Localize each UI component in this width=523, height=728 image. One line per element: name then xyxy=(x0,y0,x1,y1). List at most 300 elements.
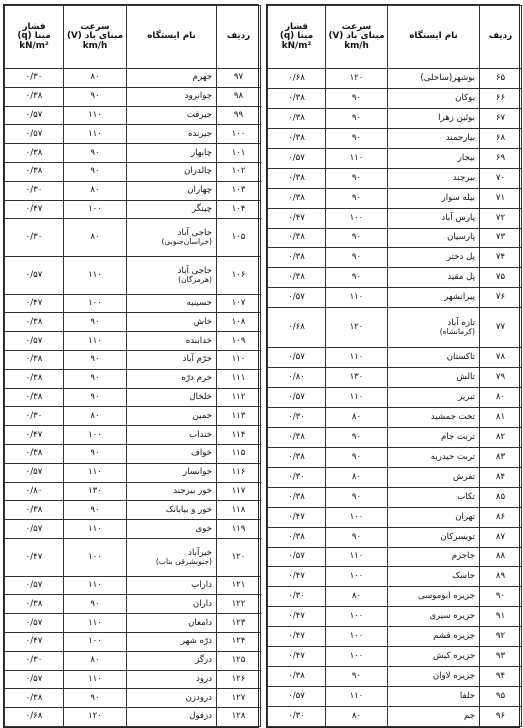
cell-pressure: ۰/۳۸ xyxy=(5,689,64,708)
table-row xyxy=(268,427,522,447)
table-row xyxy=(5,501,261,520)
cell-station-name xyxy=(388,447,480,467)
cell-pressure: ۰/۳۸ xyxy=(268,427,326,447)
cell-row-number: ۷۰ xyxy=(480,168,522,188)
cell-row-number: ۷۲ xyxy=(480,208,522,228)
station-name-text: بوئین زهرا xyxy=(438,112,475,123)
cell-row-number: ۱۲۱ xyxy=(217,576,261,595)
cell-station-name xyxy=(127,144,217,163)
table-row xyxy=(268,248,522,268)
station-name-text: جاجرم xyxy=(451,551,475,562)
station-name-text: جیرنده xyxy=(187,128,212,139)
cell-pressure: ۰/۴۷ xyxy=(268,208,326,228)
cell-row-number: ۱۰۵ xyxy=(217,219,261,257)
cell-row-number: ۶۶ xyxy=(480,88,522,108)
cell-wind-speed: ۹۰ xyxy=(64,689,127,708)
station-table-right xyxy=(266,4,520,728)
header-pressure-unit: kN/m² xyxy=(281,40,312,51)
cell-pressure: ۰/۴۷ xyxy=(268,607,326,627)
cell-wind-speed: ۸۰ xyxy=(326,467,388,487)
cell-row-number: ۷۸ xyxy=(480,348,522,368)
cell-station-name xyxy=(388,527,480,547)
cell-wind-speed: ۹۰ xyxy=(64,369,127,388)
table-row xyxy=(5,332,261,351)
station-name-text: بیارجمند xyxy=(445,132,475,143)
station-name-text: جیرفت xyxy=(186,109,212,120)
cell-wind-speed: ۱۱۰ xyxy=(326,547,388,567)
table-row xyxy=(5,294,261,313)
station-table-left xyxy=(3,4,259,728)
station-name-text: خنداب xyxy=(189,429,212,440)
header-station-name: نام ایستگاه xyxy=(127,6,217,69)
cell-row-number: ۱۱۴ xyxy=(217,426,261,445)
table-row xyxy=(268,467,522,487)
cell-row-number: ۱۰۱ xyxy=(217,144,261,163)
cell-row-number: ۱۲۵ xyxy=(217,651,261,670)
cell-row-number: ۷۵ xyxy=(480,268,522,288)
table-row xyxy=(5,69,261,88)
header-pressure-line2: مبنا (q) xyxy=(17,31,51,42)
cell-row-number: ۱۰۴ xyxy=(217,200,261,219)
table-row xyxy=(268,308,522,348)
cell-row-number: ۹۹ xyxy=(217,106,261,125)
cell-row-number: ۸۶ xyxy=(480,507,522,527)
cell-pressure: ۰/۵۷ xyxy=(5,520,64,539)
station-name-text: بیرجند xyxy=(452,172,475,183)
cell-pressure: ۰/۵۷ xyxy=(5,106,64,125)
cell-row-number: ۶۷ xyxy=(480,108,522,128)
cell-wind-speed: ۸۰ xyxy=(64,219,127,257)
cell-row-number: ۱۲۳ xyxy=(217,614,261,633)
cell-wind-speed: ۱۱۰ xyxy=(64,576,127,595)
station-name-text: دامغان xyxy=(188,617,212,628)
table-row xyxy=(5,444,261,463)
cell-station-name xyxy=(127,482,217,501)
table-row xyxy=(5,350,261,369)
header-pressure-line2: مبنا (q) xyxy=(279,31,314,42)
cell-station-name xyxy=(388,388,480,408)
cell-wind-speed: ۱۲۰ xyxy=(64,708,127,727)
station-name-text: درودزن xyxy=(185,692,212,703)
cell-wind-speed: ۸۰ xyxy=(326,587,388,607)
cell-station-name xyxy=(127,313,217,332)
header-station-name: نام ایستگاه xyxy=(388,6,480,69)
station-name-text: خوی xyxy=(195,523,212,534)
cell-row-number: ۸۲ xyxy=(480,427,522,447)
cell-station-name xyxy=(388,467,480,487)
cell-row-number: ۱۱۹ xyxy=(217,520,261,539)
station-name-text: داران xyxy=(192,598,212,609)
cell-station-name xyxy=(388,148,480,168)
station-name-text: جزیره لاوان xyxy=(432,671,475,682)
table-row xyxy=(268,567,522,587)
cell-wind-speed: ۱۱۰ xyxy=(64,670,127,689)
header-row xyxy=(5,6,261,69)
table-row xyxy=(5,87,261,106)
table-body-left xyxy=(5,69,261,727)
table-row xyxy=(268,128,522,148)
cell-row-number: ۱۱۸ xyxy=(217,501,261,520)
cell-pressure: ۰/۳۸ xyxy=(268,108,326,128)
cell-station-name xyxy=(388,188,480,208)
cell-pressure: ۰/۶۸ xyxy=(268,308,326,348)
cell-station-name xyxy=(127,256,217,294)
cell-pressure: ۰/۶۸ xyxy=(268,69,326,89)
cell-wind-speed: ۹۰ xyxy=(326,228,388,248)
cell-station-name xyxy=(388,407,480,427)
cell-wind-speed: ۱۰۰ xyxy=(326,627,388,647)
cell-row-number: ۱۱۳ xyxy=(217,407,261,426)
cell-pressure: ۰/۴۷ xyxy=(268,647,326,667)
table-row xyxy=(5,482,261,501)
table-row xyxy=(268,388,522,408)
cell-station-name xyxy=(388,288,480,308)
cell-wind-speed: ۱۱۰ xyxy=(326,687,388,707)
cell-pressure: ۰/۵۷ xyxy=(5,332,64,351)
header-speed-unit: km/h xyxy=(344,40,369,51)
table-row xyxy=(268,627,522,647)
cell-pressure: ۰/۵۷ xyxy=(5,463,64,482)
cell-wind-speed: ۱۲۰ xyxy=(326,308,388,348)
cell-wind-speed: ۹۰ xyxy=(326,168,388,188)
cell-pressure: ۰/۵۷ xyxy=(268,687,326,707)
cell-row-number: ۱۱۲ xyxy=(217,388,261,407)
table-row xyxy=(268,587,522,607)
cell-pressure: ۰/۳۸ xyxy=(268,128,326,148)
cell-wind-speed: ۱۰۰ xyxy=(326,567,388,587)
table-row xyxy=(5,125,261,144)
cell-station-name xyxy=(127,463,217,482)
cell-station-name xyxy=(127,106,217,125)
cell-wind-speed: ۱۱۰ xyxy=(326,288,388,308)
station-name-text: درّه شهر xyxy=(180,636,212,647)
cell-wind-speed: ۹۰ xyxy=(64,313,127,332)
cell-row-number: ۹۳ xyxy=(480,647,522,667)
table-row xyxy=(5,313,261,332)
cell-row-number: ۸۳ xyxy=(480,447,522,467)
station-name-text: خیرآباد xyxy=(188,547,212,558)
station-name-text: بیله سوار xyxy=(441,192,475,203)
table-row xyxy=(5,106,261,125)
cell-row-number: ۱۲۸ xyxy=(217,708,261,727)
cell-wind-speed: ۹۰ xyxy=(64,162,127,181)
cell-pressure: ۰/۴۷ xyxy=(268,567,326,587)
table-row xyxy=(5,632,261,651)
cell-station-name xyxy=(127,350,217,369)
station-name-text: خدابنده xyxy=(185,335,212,346)
station-name-text: تازه آباد xyxy=(447,318,475,329)
cell-station-name xyxy=(388,268,480,288)
cell-pressure: ۰/۳۰ xyxy=(5,407,64,426)
station-name-text: حاجی آباد xyxy=(177,265,212,276)
station-name-text: خور و بیابانک xyxy=(165,504,212,515)
table-row xyxy=(5,520,261,539)
table-row xyxy=(268,547,522,567)
cell-wind-speed: ۹۰ xyxy=(64,444,127,463)
table-body-right xyxy=(268,69,522,727)
station-name-text: خوانسار xyxy=(183,467,212,478)
station-name-region: (هرمزگان) xyxy=(178,274,212,284)
cell-wind-speed: ۹۰ xyxy=(64,388,127,407)
cell-station-name xyxy=(388,168,480,188)
cell-station-name xyxy=(127,501,217,520)
cell-station-name xyxy=(127,125,217,144)
cell-row-number: ۹۶ xyxy=(480,707,522,727)
station-name-text: دزفول xyxy=(189,711,212,722)
cell-pressure: ۰/۵۷ xyxy=(5,576,64,595)
cell-wind-speed: ۱۰۰ xyxy=(326,607,388,627)
cell-wind-speed: ۱۰۰ xyxy=(64,294,127,313)
cell-pressure: ۰/۳۸ xyxy=(268,487,326,507)
header-speed-unit: km/h xyxy=(82,40,108,51)
cell-row-number: ۹۱ xyxy=(480,607,522,627)
cell-row-number: ۱۰۶ xyxy=(217,256,261,294)
station-name-text: حسینیه xyxy=(186,297,212,308)
cell-row-number: ۸۱ xyxy=(480,407,522,427)
cell-pressure: ۰/۳۰ xyxy=(268,707,326,727)
station-name-text: جهرم xyxy=(192,72,212,83)
station-name-text: جزیره کیش xyxy=(432,651,475,662)
station-name-text: درود xyxy=(196,673,212,684)
cell-pressure: ۰/۳۰ xyxy=(5,181,64,200)
table-row xyxy=(5,538,261,576)
cell-pressure: ۰/۴۷ xyxy=(5,294,64,313)
cell-wind-speed: ۱۰۰ xyxy=(64,632,127,651)
cell-pressure: ۰/۴۷ xyxy=(268,507,326,527)
cell-pressure: ۰/۳۸ xyxy=(5,87,64,106)
table-row xyxy=(268,108,522,128)
cell-row-number: ۹۵ xyxy=(480,687,522,707)
cell-wind-speed: ۱۱۰ xyxy=(64,520,127,539)
cell-station-name xyxy=(127,576,217,595)
table-row xyxy=(5,181,261,200)
cell-pressure: ۰/۵۷ xyxy=(268,148,326,168)
cell-row-number: ۱۰۲ xyxy=(217,162,261,181)
cell-wind-speed: ۸۰ xyxy=(64,69,127,88)
cell-row-number: ۱۱۱ xyxy=(217,369,261,388)
table-row xyxy=(268,208,522,228)
cell-pressure: ۰/۳۸ xyxy=(5,388,64,407)
cell-pressure: ۰/۳۰ xyxy=(5,69,64,88)
cell-row-number: ۸۰ xyxy=(480,388,522,408)
station-name-text: خمین xyxy=(192,410,212,421)
table-row xyxy=(268,348,522,368)
table-row xyxy=(268,228,522,248)
table-row xyxy=(5,651,261,670)
table-row xyxy=(268,647,522,667)
cell-row-number: ۱۰۰ xyxy=(217,125,261,144)
cell-wind-speed: ۸۰ xyxy=(326,707,388,727)
cell-pressure: ۰/۳۸ xyxy=(5,369,64,388)
cell-row-number: ۹۴ xyxy=(480,667,522,687)
station-name-text: چینگر xyxy=(192,203,212,214)
table-row xyxy=(5,595,261,614)
cell-row-number: ۱۲۶ xyxy=(217,670,261,689)
cell-station-name xyxy=(388,368,480,388)
station-name-text: بوکان xyxy=(455,92,475,103)
cell-station-name xyxy=(127,614,217,633)
station-name-text: خرم درّه xyxy=(181,373,212,384)
cell-station-name xyxy=(127,670,217,689)
table-row xyxy=(5,200,261,219)
cell-pressure: ۰/۳۸ xyxy=(5,595,64,614)
station-name-text: جزیره قشم xyxy=(433,631,475,642)
cell-station-name xyxy=(127,595,217,614)
header-pressure xyxy=(268,6,326,69)
cell-wind-speed: ۸۰ xyxy=(326,407,388,427)
table-row xyxy=(5,162,261,181)
table-row xyxy=(268,447,522,467)
station-name-text: تهران xyxy=(455,511,475,522)
cell-wind-speed: ۹۰ xyxy=(326,188,388,208)
cell-station-name xyxy=(127,708,217,727)
cell-pressure: ۰/۴۷ xyxy=(5,200,64,219)
cell-pressure: ۰/۳۸ xyxy=(268,527,326,547)
table-row xyxy=(268,288,522,308)
cell-row-number: ۷۷ xyxy=(480,308,522,348)
cell-pressure: ۰/۴۷ xyxy=(5,538,64,576)
cell-station-name xyxy=(388,427,480,447)
cell-station-name xyxy=(127,181,217,200)
cell-row-number: ۷۱ xyxy=(480,188,522,208)
cell-row-number: ۱۱۶ xyxy=(217,463,261,482)
table-row xyxy=(268,507,522,527)
cell-wind-speed: ۹۰ xyxy=(326,268,388,288)
cell-station-name xyxy=(388,88,480,108)
cell-station-name xyxy=(127,369,217,388)
cell-pressure: ۰/۳۰ xyxy=(268,467,326,487)
cell-station-name xyxy=(388,248,480,268)
cell-station-name xyxy=(388,507,480,527)
cell-pressure: ۰/۳۰ xyxy=(268,407,326,427)
cell-row-number: ۱۱۷ xyxy=(217,482,261,501)
cell-pressure: ۰/۳۸ xyxy=(268,667,326,687)
cell-pressure: ۰/۳۸ xyxy=(268,88,326,108)
cell-wind-speed: ۱۰۰ xyxy=(326,647,388,667)
cell-pressure: ۰/۳۰ xyxy=(5,219,64,257)
cell-station-name xyxy=(127,200,217,219)
table-row xyxy=(268,607,522,627)
cell-row-number: ۸۸ xyxy=(480,547,522,567)
cell-station-name xyxy=(388,487,480,507)
table-row xyxy=(5,426,261,445)
cell-wind-speed: ۹۰ xyxy=(326,667,388,687)
station-name-text: حاجی آباد xyxy=(177,228,212,239)
header-pressure-unit: kN/m² xyxy=(19,40,49,51)
station-name-text: بیجار xyxy=(457,152,475,163)
station-name-text: تاکستان xyxy=(446,352,475,363)
cell-row-number: ۷۳ xyxy=(480,228,522,248)
station-name-text: تخت جمشید xyxy=(430,411,475,422)
cell-station-name xyxy=(388,707,480,727)
header-pressure-line1: فشار xyxy=(22,22,46,33)
cell-station-name xyxy=(388,667,480,687)
table-row xyxy=(5,576,261,595)
table-row xyxy=(5,388,261,407)
cell-station-name xyxy=(388,128,480,148)
cell-wind-speed: ۹۰ xyxy=(326,527,388,547)
station-name-text: پیرانشهر xyxy=(444,292,475,303)
cell-wind-speed: ۹۰ xyxy=(326,487,388,507)
cell-wind-speed: ۹۰ xyxy=(326,88,388,108)
cell-pressure: ۰/۵۷ xyxy=(268,348,326,368)
cell-wind-speed: ۹۰ xyxy=(64,595,127,614)
cell-row-number: ۱۱۰ xyxy=(217,350,261,369)
cell-wind-speed: ۱۰۰ xyxy=(326,507,388,527)
cell-pressure: ۰/۶۸ xyxy=(5,708,64,727)
table-row xyxy=(268,69,522,89)
header-row-number: ردیف xyxy=(217,6,261,69)
station-name-text: جزیره سیری xyxy=(429,611,475,622)
cell-station-name xyxy=(127,162,217,181)
cell-row-number: ۱۱۵ xyxy=(217,444,261,463)
cell-station-name xyxy=(127,426,217,445)
station-name-text: بوشهر(ساحلی) xyxy=(420,72,475,83)
cell-pressure: ۰/۴۷ xyxy=(5,426,64,445)
cell-row-number: ۹۰ xyxy=(480,587,522,607)
table-row xyxy=(5,670,261,689)
station-name-text: درگز xyxy=(195,655,212,666)
cell-row-number: ۱۰۷ xyxy=(217,294,261,313)
cell-wind-speed: ۱۱۰ xyxy=(64,332,127,351)
cell-station-name xyxy=(127,407,217,426)
station-name-region: (خراسان‌جنوبی) xyxy=(161,237,212,247)
cell-station-name xyxy=(388,567,480,587)
cell-station-name xyxy=(388,69,480,89)
cell-row-number: ۸۷ xyxy=(480,527,522,547)
table-row xyxy=(268,407,522,427)
cell-row-number: ۶۵ xyxy=(480,69,522,89)
cell-pressure: ۰/۵۷ xyxy=(5,256,64,294)
station-name-text: پل دختر xyxy=(446,252,475,263)
cell-pressure: ۰/۸۰ xyxy=(268,368,326,388)
station-name-text: پارس آباد xyxy=(441,212,475,223)
station-name-text: خلخال xyxy=(189,391,212,402)
cell-pressure: ۰/۴۷ xyxy=(268,627,326,647)
table-row xyxy=(5,614,261,633)
station-name-text: داراب xyxy=(191,579,212,590)
cell-station-name xyxy=(388,607,480,627)
cell-station-name xyxy=(388,547,480,567)
cell-row-number: ۸۹ xyxy=(480,567,522,587)
cell-wind-speed: ۹۰ xyxy=(326,427,388,447)
cell-station-name xyxy=(388,308,480,348)
cell-wind-speed: ۹۰ xyxy=(64,350,127,369)
cell-pressure: ۰/۵۷ xyxy=(268,388,326,408)
cell-station-name xyxy=(388,627,480,647)
station-name-text: پارسیان xyxy=(447,232,475,243)
cell-station-name xyxy=(388,208,480,228)
cell-wind-speed: ۱۰۰ xyxy=(64,426,127,445)
cell-wind-speed: ۱۰۰ xyxy=(326,208,388,228)
cell-pressure: ۰/۳۸ xyxy=(5,350,64,369)
cell-wind-speed: ۹۰ xyxy=(326,447,388,467)
cell-pressure: ۰/۵۷ xyxy=(5,125,64,144)
station-name-text: جاسک xyxy=(452,571,475,582)
table-row xyxy=(268,188,522,208)
cell-wind-speed: ۱۱۰ xyxy=(326,388,388,408)
station-name-region: (جنوبشرقی بناب) xyxy=(155,556,212,566)
cell-row-number: ۷۹ xyxy=(480,368,522,388)
cell-wind-speed: ۱۲۰ xyxy=(326,69,388,89)
cell-row-number: ۷۶ xyxy=(480,288,522,308)
cell-wind-speed: ۸۰ xyxy=(64,407,127,426)
cell-station-name xyxy=(127,69,217,88)
cell-station-name xyxy=(127,538,217,576)
cell-station-name xyxy=(127,294,217,313)
station-name-text: خواف xyxy=(190,448,212,459)
station-name-text: پل مقید xyxy=(447,272,475,283)
